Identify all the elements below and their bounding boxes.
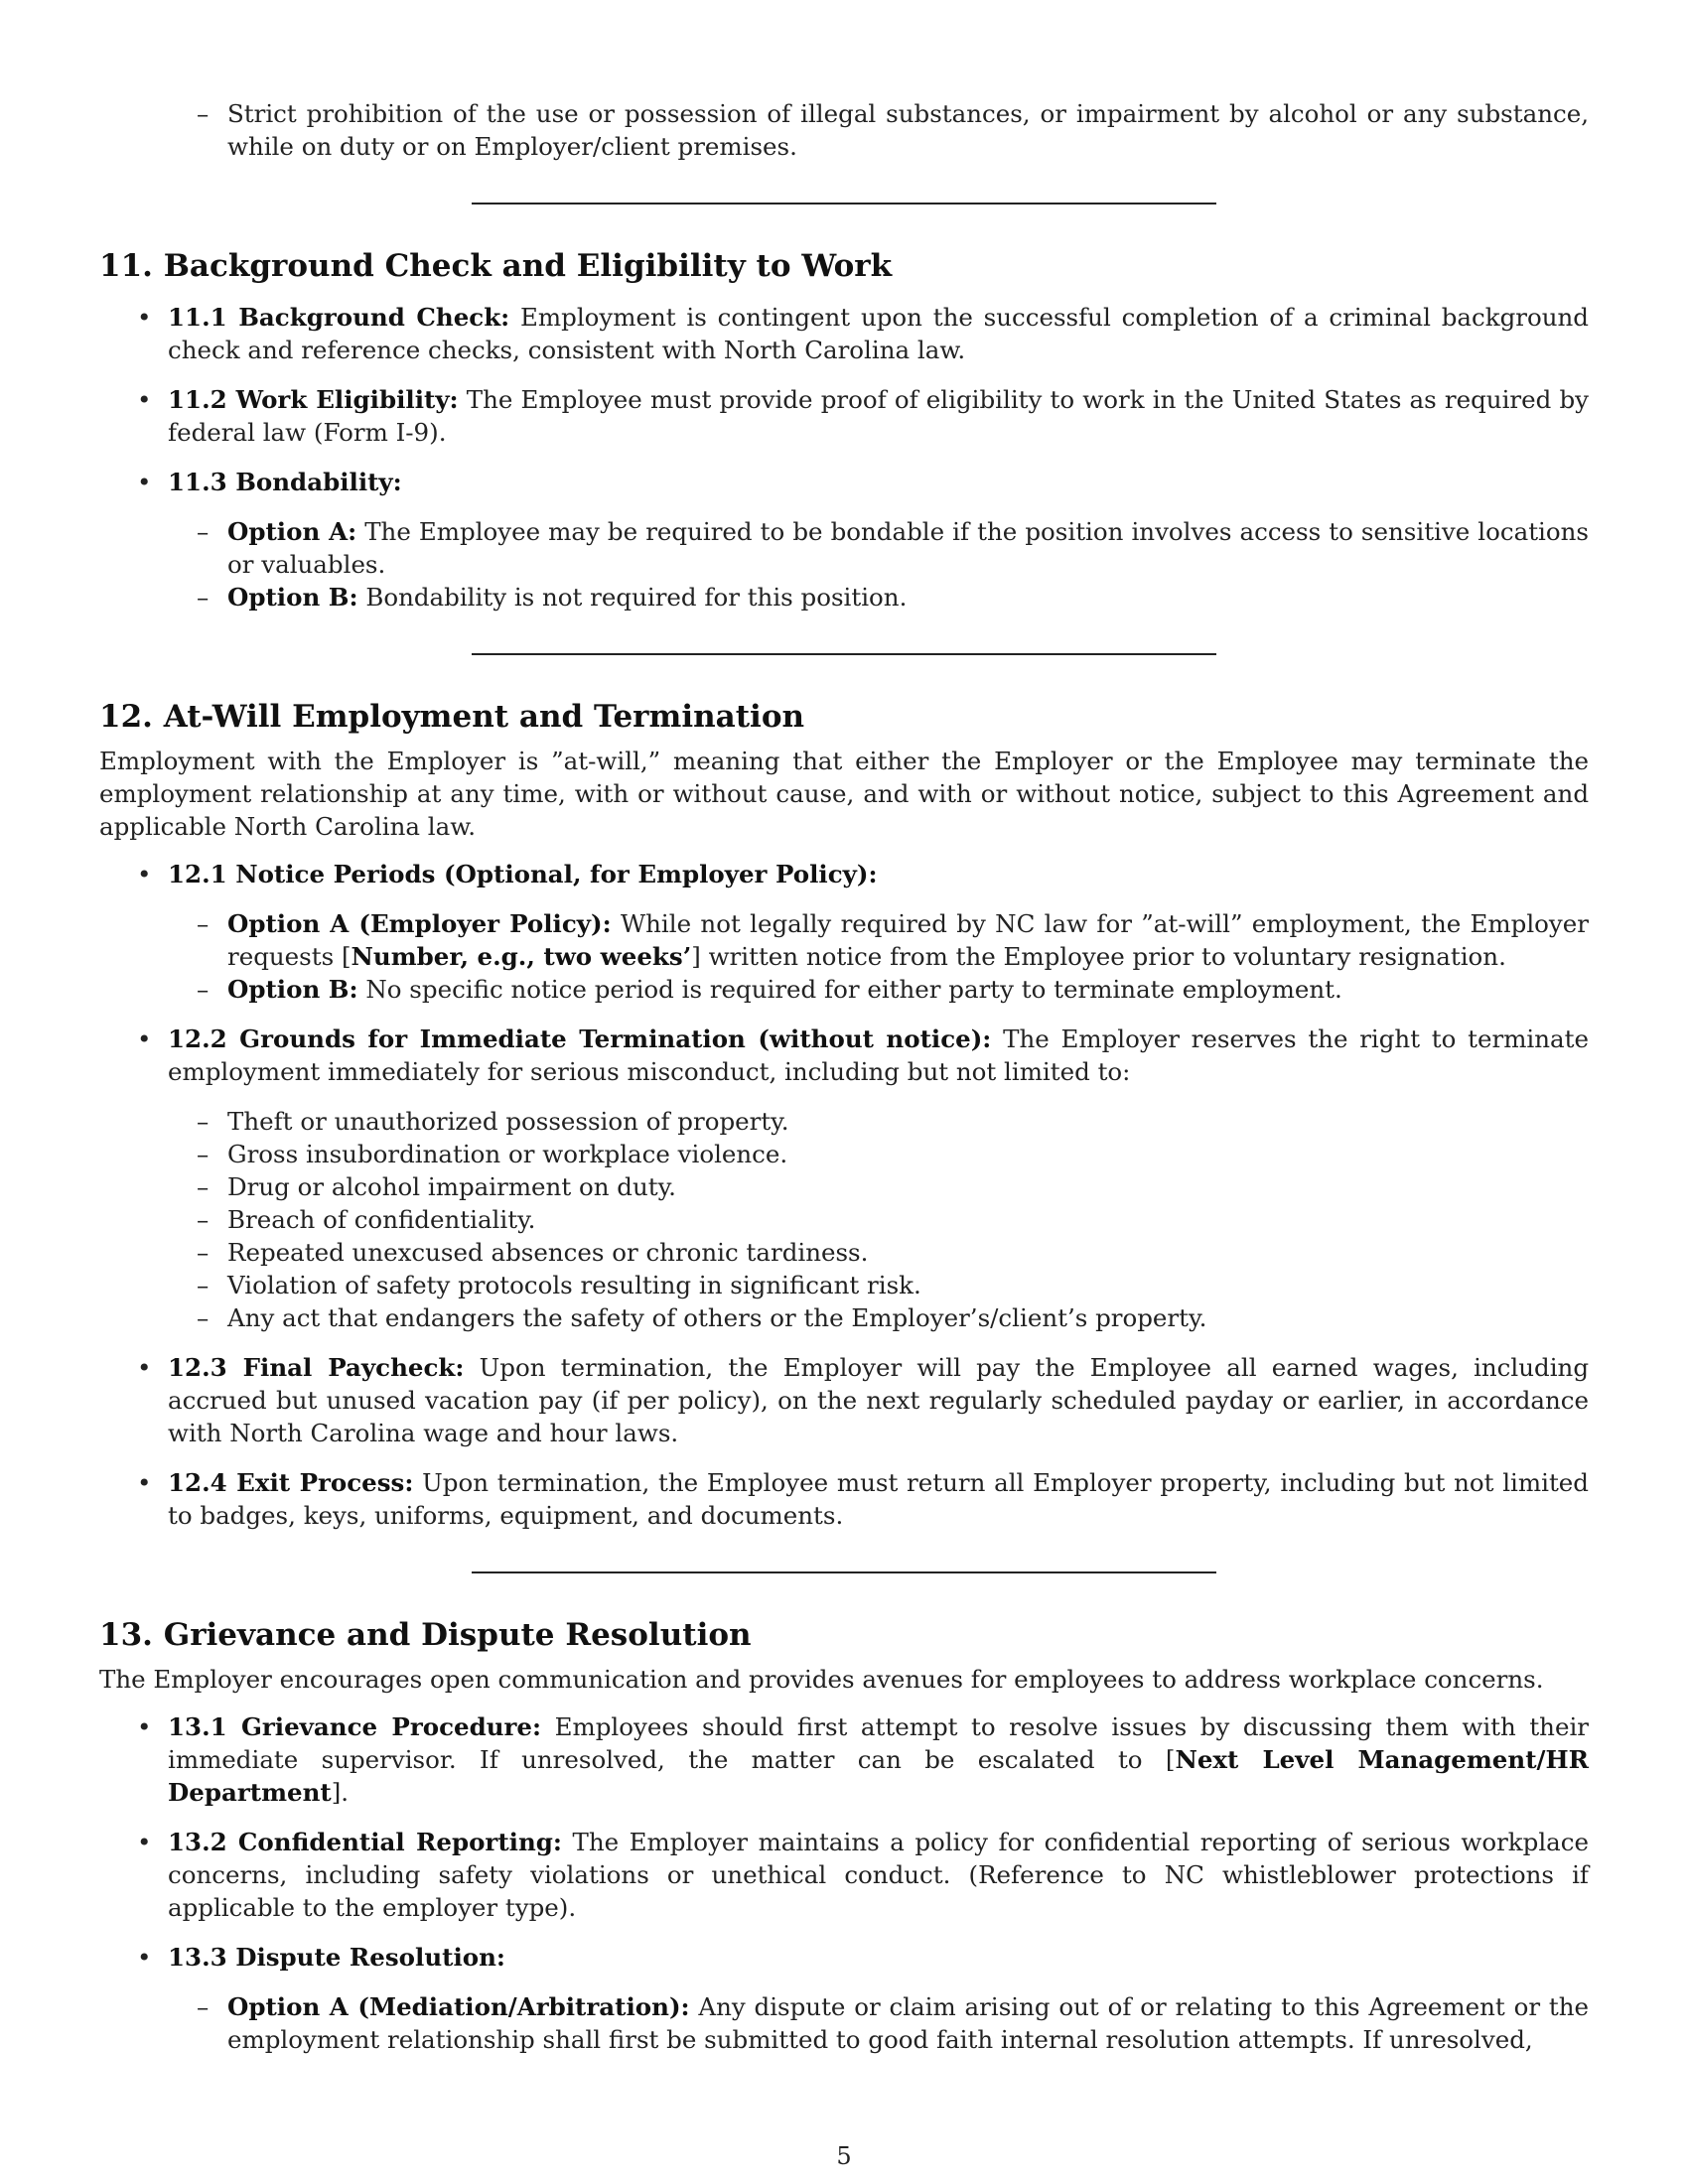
- list-item: – Option B: Bondability is not required for this position.: [99, 581, 1589, 614]
- list-item: • 11.2 Work Eligibility: The Employee must provide proof of eligibility to work in the United States as required by federal law (Form I-9).: [99, 383, 1589, 449]
- section-divider: [472, 653, 1216, 655]
- list-item: – Drug or alcohol impairment on duty.: [99, 1170, 1589, 1203]
- list-item: – Repeated unexcused absences or chronic tardiness.: [99, 1236, 1589, 1269]
- placeholder-field: Number, e.g., two weeks’: [351, 942, 692, 971]
- section-divider: [472, 203, 1216, 205]
- section-12-intro: Employment with the Employer is ”at-will,” meaning that either the Employer or the Employee may terminate the employment relationship at any time, with or without cause, and with or without notice, subject to this Agreement and applicable North Carolina law.: [99, 747, 1589, 841]
- termination-grounds-list: [99, 1105, 1589, 1334]
- list-item: • 12.1 Notice Periods (Optional, for Employer Policy): – Option A (Employer Policy): While not legally required by NC law for ”at-will” employment, the Employer requests [Number, e.g., two weeks’] written notice from the Employee prior to voluntary resignation. – Option B: No specific notice period is required for either party to terminate employment.: [99, 858, 1589, 1006]
- list-item: – Gross insubordination or workplace violence.: [99, 1138, 1589, 1170]
- section-12-heading: 12. At-Will Employment and Termination: [99, 699, 805, 735]
- list-item: • 12.2 Grounds for Immediate Termination (without notice): The Employer reserves the right to terminate employment immediately for serious misconduct, including but not limited to: – Theft or unauthorized possession of property. – Gross insubordination or workplace violence. – Drug or alcohol impairment on duty. – Breach of confidentiality. – Repeated unexcused absences or chronic tardiness. – Violation of safety protocols resulting in significant risk. – Any act that endangers the safety of others or the Employer’s/client’s property.: [99, 1023, 1589, 1334]
- substance-list: [99, 97, 1589, 163]
- section-13-heading: 13. Grievance and Dispute Resolution: [99, 1617, 752, 1653]
- list-item: • 11.3 Bondability: – Option A: The Employee may be required to be bondable if the position involves access to sensitive locations or valuables. – Option B: Bondability is not required for this position.: [99, 466, 1589, 614]
- section-12-list: [99, 858, 1589, 1532]
- list-item: – Option B: No specific notice period is required for either party to terminate employment.: [99, 973, 1589, 1006]
- bondability-options: [99, 515, 1589, 614]
- list-item: – Theft or unauthorized possession of property.: [99, 1105, 1589, 1138]
- section-divider: [472, 1571, 1216, 1573]
- list-item: • 13.2 Confidential Reporting: The Employer maintains a policy for confidential reporting of serious workplace concerns, including safety violations or unethical conduct. (Reference to NC whistleblower protections if applicable to the employer type).: [99, 1826, 1589, 1924]
- notice-options: [99, 907, 1589, 1006]
- page-number: 5: [836, 2142, 852, 2170]
- list-item: – Option A (Mediation/Arbitration): Any dispute or claim arising out of or relating to this Agreement or the employment relationship shall first be submitted to good faith internal resolution attempts. If unresolved,: [99, 1990, 1589, 2056]
- list-item: – Breach of confidentiality.: [99, 1203, 1589, 1236]
- placeholder-field: Next Level Management/HR Department: [168, 1745, 1589, 1807]
- list-item: – Strict prohibition of the use or possession of illegal substances, or impairment by alcohol or any substance, while on duty or on Employer/client premises.: [99, 97, 1589, 163]
- section-13-intro: The Employer encourages open communication and provides avenues for employees to address workplace concerns.: [99, 1665, 1544, 1694]
- section-11-heading: 11. Background Check and Eligibility to Work: [99, 248, 893, 284]
- dispute-options: [99, 1990, 1589, 2056]
- list-item: – Option A (Employer Policy): While not legally required by NC law for ”at-will” employment, the Employer requests [Number, e.g., two weeks’] written notice from the Employee prior to voluntary resignation.: [99, 907, 1589, 973]
- list-item: – Any act that endangers the safety of others or the Employer’s/client’s property.: [99, 1301, 1589, 1334]
- page-content: [99, 97, 1589, 2056]
- list-item: • 12.4 Exit Process: Upon termination, the Employee must return all Employer property, including but not limited to badges, keys, uniforms, equipment, and documents.: [99, 1466, 1589, 1532]
- list-item: – Violation of safety protocols resulting in significant risk.: [99, 1269, 1589, 1301]
- list-item: – Option A: The Employee may be required to be bondable if the position involves access to sensitive locations or valuables.: [99, 515, 1589, 581]
- section-13-list: [99, 1710, 1589, 2056]
- section-11-list: [99, 301, 1589, 614]
- list-item: • 11.1 Background Check: Employment is contingent upon the successful completion of a criminal background check and reference checks, consistent with North Carolina law.: [99, 301, 1589, 366]
- list-item: • 13.1 Grievance Procedure: Employees should first attempt to resolve issues by discussing them with their immediate supervisor. If unresolved, the matter can be escalated to [Next Level Management/HR Department].: [99, 1710, 1589, 1809]
- list-item: • 13.3 Dispute Resolution: – Option A (Mediation/Arbitration): Any dispute or claim arising out of or relating to this Agreement or the employment relationship shall first be submitted to good faith internal resolution attempts. If unresolved,: [99, 1941, 1589, 2056]
- list-item: • 12.3 Final Paycheck: Upon termination, the Employer will pay the Employee all earned wages, including accrued but unused vacation pay (if per policy), on the next regularly scheduled payday or earlier, in accordance with North Carolina wage and hour laws.: [99, 1351, 1589, 1449]
